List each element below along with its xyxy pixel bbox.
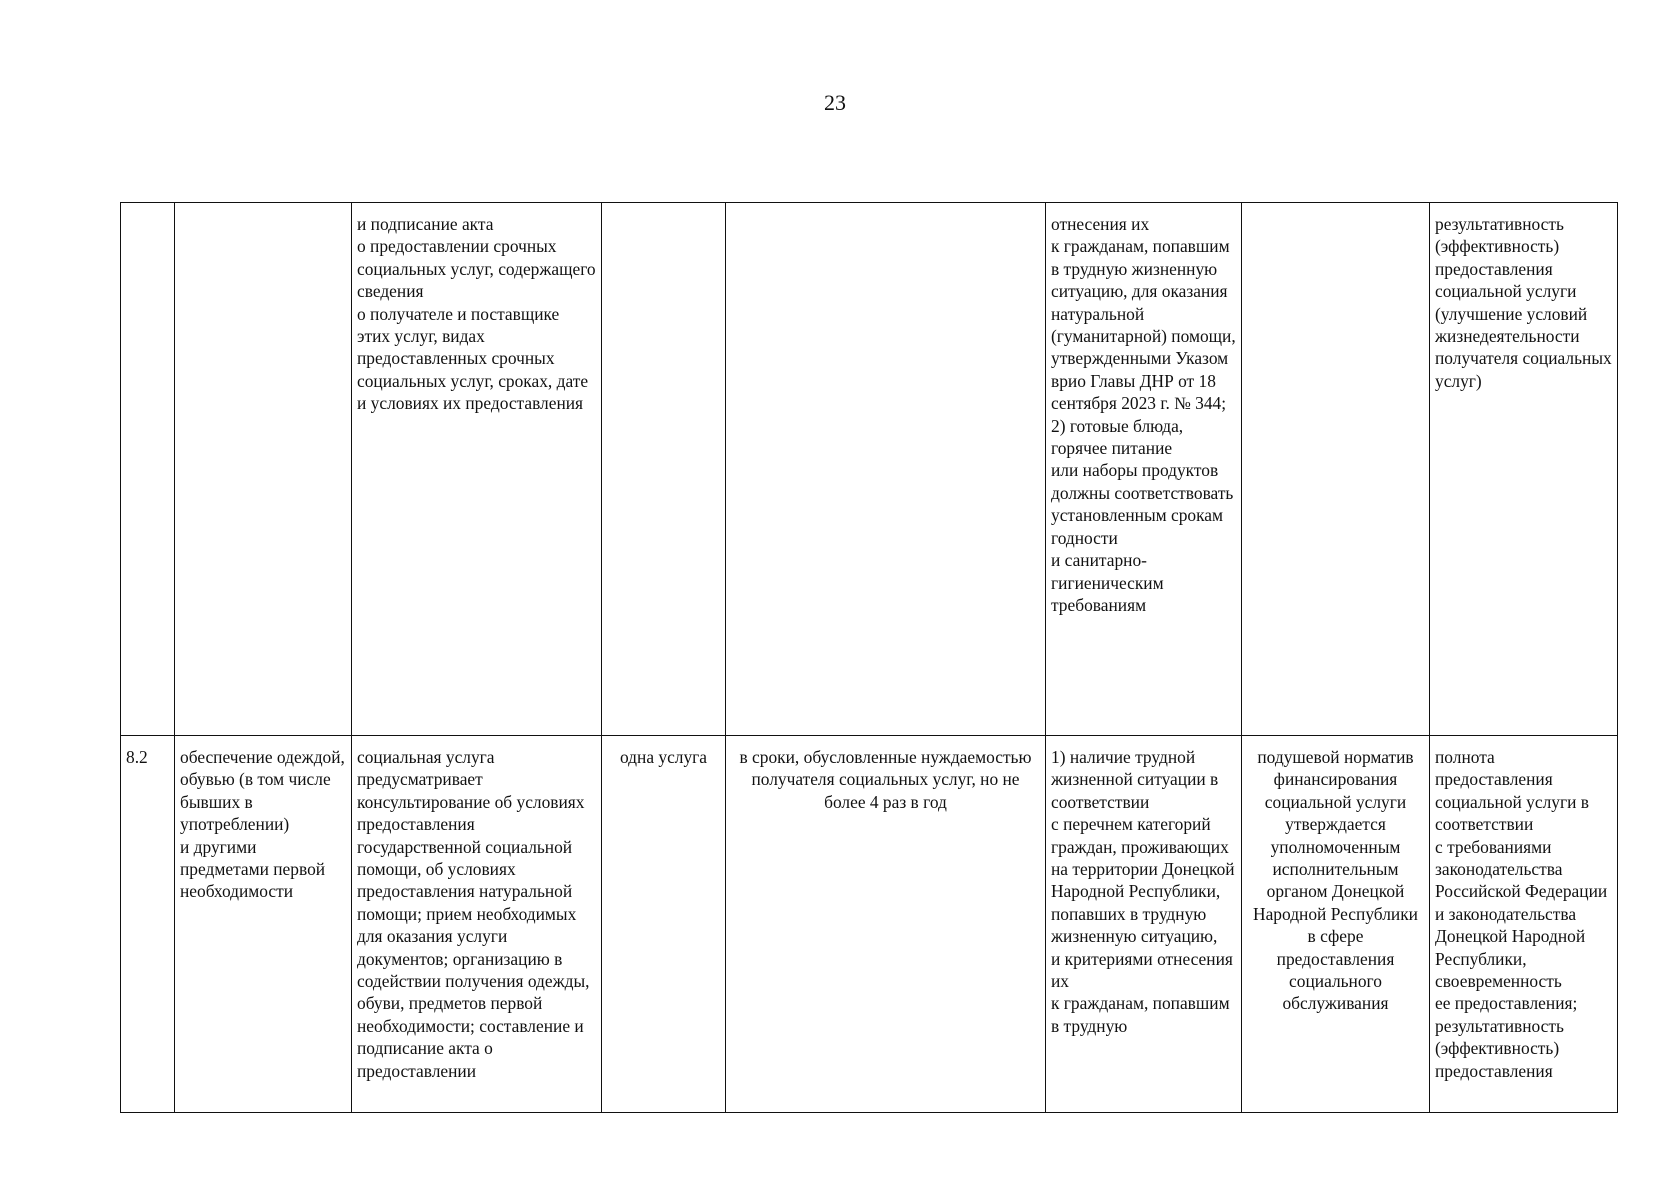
cell-conditions: отнесения их к гражданам, попавшим в трудную жизненную ситуацию, для оказания натуральной (гуманитарной) помощи, утвержденными Указом врио Главы ДНР от 18 сентября 2023 г. № 344; 2) готовые блюда, горячее питание или наборы продуктов должны соответствовать установленным срокам годности и санитарно-гигиеническим требованиям: [1046, 203, 1242, 736]
cell-volume: [602, 203, 726, 736]
table-row: [121, 736, 1618, 1113]
cell-service-description: социальная услуга предусматривает консультирование об условиях предоставления государственной социальной помощи, об условиях предоставления натуральной помощи; прием необходимых для оказания услуги документов; организацию в содействии получения одежды, обуви, предметов первой необходимости; составление и подписание акта о предоставлении: [352, 736, 602, 1113]
cell-service-name: [175, 203, 352, 736]
cell-conditions: 1) наличие трудной жизненной ситуации в соответствии с перечнем категорий граждан, проживающих на территории Донецкой Народной Республики, попавших в трудную жизненную ситуацию, и критериями отнесения их к гражданам, попавшим в трудную: [1046, 736, 1242, 1113]
cell-service-name: обеспечение одеждой, обувью (в том числе бывших в употреблении) и другими предметами первой необходимости: [175, 736, 352, 1113]
page-number: 23: [824, 90, 846, 115]
cell-terms: [726, 203, 1046, 736]
cell-financing: подушевой норматив финансирования социальной услуги утверждается уполномоченным исполнительным органом Донецкой Народной Республики в сфере предоставления социального обслуживания: [1242, 736, 1430, 1113]
cell-terms: в сроки, обусловленные нуждаемостью получателя социальных услуг, но не более 4 раз в год: [726, 736, 1046, 1113]
cell-service-description: и подписание акта о предоставлении срочных социальных услуг, содержащего сведения о получателе и поставщике этих услуг, видах предоставленных срочных социальных услуг, сроках, дате и условиях их предоставления: [352, 203, 602, 736]
cell-quality-indicators: результативность (эффективность) предоставления социальной услуги (улучшение условий жизнедеятельности получателя социальных услуг): [1430, 203, 1618, 736]
table-row: [121, 203, 1618, 736]
cell-number: 8.2: [121, 736, 175, 1113]
cell-financing: [1242, 203, 1430, 736]
services-table: [120, 202, 1618, 1113]
cell-quality-indicators: полнота предоставления социальной услуги в соответствии с требованиями законодательства Российской Федерации и законодательства Донецкой Народной Республики, своевременность ее предоставления; результативность (эффективность) предоставления: [1430, 736, 1618, 1113]
cell-number: [121, 203, 175, 736]
cell-volume: одна услуга: [602, 736, 726, 1113]
